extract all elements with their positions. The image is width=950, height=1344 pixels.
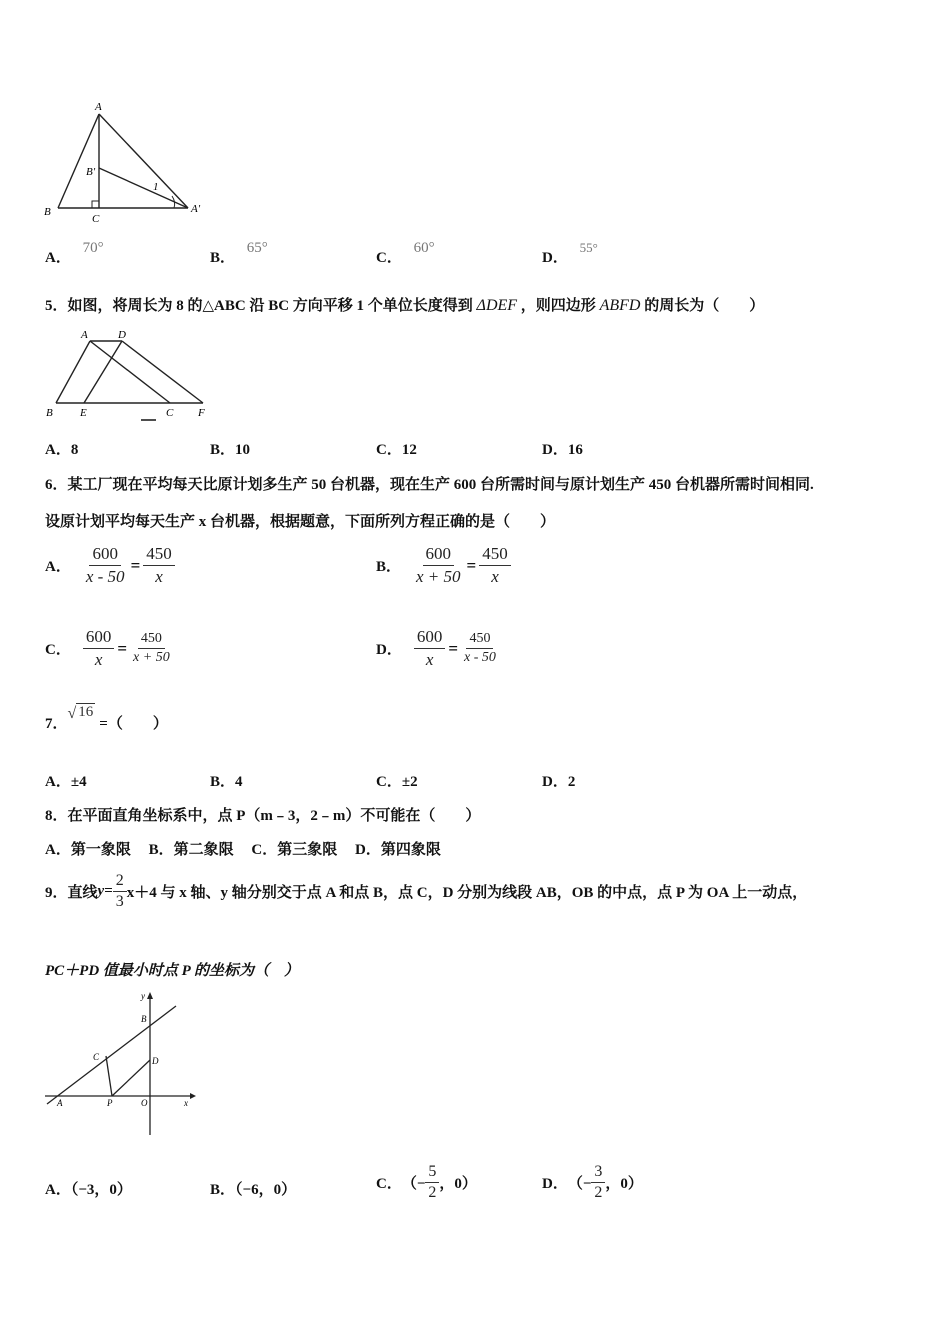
option-letter: A． xyxy=(45,1182,71,1198)
label-F: F xyxy=(198,407,205,419)
left-fraction xyxy=(414,627,446,670)
equals-sign: = xyxy=(448,638,459,658)
denominator: 2 xyxy=(594,1183,603,1201)
label-B: B xyxy=(44,206,51,218)
label-O: O xyxy=(141,1098,148,1108)
option-letter: B． xyxy=(376,559,402,575)
denominator: x + 50 xyxy=(133,650,170,665)
numerator: 600 xyxy=(89,544,121,566)
option-letter: D． xyxy=(542,1175,568,1192)
q9-option-a[interactable] xyxy=(45,1178,132,1199)
q5-translation-figure xyxy=(40,326,220,426)
numerator: 600 xyxy=(423,544,455,566)
q4-option-b[interactable] xyxy=(210,240,268,267)
option-value: 第三象限 xyxy=(277,842,338,858)
denominator: 2 xyxy=(428,1183,437,1201)
option-letter: B． xyxy=(210,250,236,266)
option-letter: D． xyxy=(542,442,568,458)
q6-option-a[interactable] xyxy=(45,544,175,587)
axis-label-y: y xyxy=(141,991,145,1001)
label-B-prime: B′ xyxy=(86,166,96,178)
q4-triangle-figure xyxy=(40,98,215,228)
label-E: E xyxy=(80,407,87,419)
q7-number: 7． xyxy=(45,716,68,732)
option-letter: B． xyxy=(148,842,174,858)
option-prefix: （− xyxy=(567,1175,592,1192)
option-letter: D． xyxy=(376,642,402,658)
option-value: 16 xyxy=(567,442,583,458)
q5-triangle-def: ΔDEF xyxy=(476,297,518,314)
q9-var-y: y xyxy=(97,883,105,899)
option-value: 2 xyxy=(567,774,576,790)
label-C: C xyxy=(93,1052,100,1062)
equals-sign: = xyxy=(104,883,113,899)
q5-option-d[interactable] xyxy=(542,438,583,459)
q4-option-a[interactable] xyxy=(45,240,104,267)
label-D: D xyxy=(118,329,126,341)
option-letter: A． xyxy=(45,250,71,266)
q9-option-c[interactable] xyxy=(376,1152,477,1212)
option-letter: B． xyxy=(210,442,236,458)
numerator: 450 xyxy=(143,544,175,566)
option-letter: B． xyxy=(210,1182,236,1198)
option-letter: C． xyxy=(376,250,402,266)
option-value: （−3，0） xyxy=(70,1182,132,1198)
q8-stem: 8．在平面直角坐标系中，点 P（m﹣3，2﹣m）不可能在（ ） xyxy=(45,808,481,824)
slope-fraction xyxy=(113,872,127,911)
option-value: 55° xyxy=(579,240,598,255)
right-fraction xyxy=(143,544,175,587)
q9-option-b[interactable] xyxy=(210,1178,296,1199)
q9-rest: x＋4 与 x 轴、y 轴分别交于点 A 和点 B，点 C，D 分别为线段 AB，OB 的中点，点 P 为 OA 上一动点， xyxy=(126,885,808,901)
numerator: 450 xyxy=(466,631,493,649)
label-B: B xyxy=(46,407,53,419)
option-value: 第二象限 xyxy=(173,842,234,858)
option-letter: C． xyxy=(376,1175,402,1192)
left-fraction xyxy=(83,627,115,670)
q7-option-b[interactable] xyxy=(210,770,243,791)
option-value: 65° xyxy=(246,240,268,256)
option-value: 60° xyxy=(413,240,435,256)
left-fraction xyxy=(83,544,128,587)
q8-option-b[interactable] xyxy=(149,842,234,858)
option-value: （−6，0） xyxy=(235,1182,297,1198)
option-fraction xyxy=(425,1163,439,1202)
equals-sign: = xyxy=(117,638,128,658)
numerator: 450 xyxy=(138,631,165,649)
numerator: 450 xyxy=(479,544,511,566)
q9-prefix: 9．直线 xyxy=(45,885,98,901)
q8-option-a[interactable] xyxy=(45,842,131,858)
q6-stem-line2: 设原计划平均每天生产 x 台机器，根据题意，下面所列方程正确的是（ ） xyxy=(45,514,556,530)
q6-option-b[interactable] xyxy=(376,544,511,587)
q6-option-c[interactable] xyxy=(45,627,173,670)
q9-stem-line2: PC＋PD 值最小时点 P 的坐标为（ ） xyxy=(45,963,300,979)
sqrt-icon: √ xyxy=(67,705,77,722)
option-letter: C． xyxy=(45,642,71,658)
q6-option-d[interactable] xyxy=(376,627,499,670)
option-value: 70° xyxy=(82,240,104,256)
q5-text: ，则四边形 xyxy=(520,298,596,314)
option-letter: D． xyxy=(542,250,568,266)
q9-coordinate-figure xyxy=(40,990,200,1140)
q8-option-c[interactable] xyxy=(251,842,337,858)
q9-option-d[interactable] xyxy=(542,1152,643,1212)
label-A: A xyxy=(81,329,88,341)
label-B: B xyxy=(141,1014,147,1024)
q5-text: 的周长为（ ） xyxy=(644,298,765,314)
q7-stem xyxy=(45,704,168,733)
denominator: 3 xyxy=(115,893,124,910)
label-C: C xyxy=(166,407,174,419)
option-letter: B． xyxy=(210,774,236,790)
q7-option-c[interactable] xyxy=(376,770,418,791)
denominator: x xyxy=(155,567,163,586)
q8-options-row xyxy=(45,838,441,859)
axis-label-x: x xyxy=(184,1098,188,1108)
q7-tail: =（ ） xyxy=(99,716,168,732)
right-fraction xyxy=(461,631,499,666)
numerator: 600 xyxy=(83,627,115,649)
right-fraction xyxy=(479,544,511,587)
option-suffix: ，0） xyxy=(439,1175,477,1192)
q5-option-c[interactable] xyxy=(376,438,417,459)
q5-quad-abfd: ABFD xyxy=(599,297,641,314)
denominator: x xyxy=(491,567,499,586)
option-letter: C． xyxy=(376,442,402,458)
q5-option-b[interactable] xyxy=(210,438,250,459)
option-suffix: ，0） xyxy=(605,1175,643,1192)
numerator: 600 xyxy=(414,627,446,649)
q4-option-c[interactable] xyxy=(376,240,435,267)
option-fraction xyxy=(591,1163,605,1202)
label-P: P xyxy=(107,1098,113,1108)
q7-option-d[interactable] xyxy=(542,770,575,791)
option-value: ±4 xyxy=(70,774,87,790)
option-letter: A． xyxy=(45,774,71,790)
option-letter: A． xyxy=(45,842,71,858)
option-value: 8 xyxy=(70,442,79,458)
q8-option-d[interactable] xyxy=(355,842,441,858)
option-value: ±2 xyxy=(401,774,418,790)
label-A: A xyxy=(57,1098,63,1108)
numerator: 2 xyxy=(113,872,127,892)
equals-sign: = xyxy=(466,555,477,575)
label-A-prime: A′ xyxy=(191,203,201,215)
denominator: x xyxy=(94,650,103,669)
option-letter: A． xyxy=(45,442,71,458)
label-C: C xyxy=(92,213,100,225)
label-angle-1: 1 xyxy=(153,181,159,193)
q4-option-d[interactable] xyxy=(542,240,598,267)
option-value: 12 xyxy=(401,442,417,458)
option-value: 4 xyxy=(235,774,243,790)
left-fraction xyxy=(413,544,464,587)
denominator: x + 50 xyxy=(416,567,461,586)
radicand: 16 xyxy=(78,704,94,720)
option-value: 10 xyxy=(235,442,251,458)
denominator: x - 50 xyxy=(464,650,496,665)
option-letter: C． xyxy=(251,842,278,858)
label-D: D xyxy=(152,1056,159,1066)
q5-text: 5．如图，将周长为 8 的△ABC 沿 BC 方向平移 1 个单位长度得到 xyxy=(45,298,473,314)
option-value: 第四象限 xyxy=(380,842,441,858)
equals-sign: = xyxy=(130,555,141,575)
q6-stem-line1: 6．某工厂现在平均每天比原计划多生产 50 台机器，现在生产 600 台所需时间与原计划生产 450 台机器所需时间相同. xyxy=(45,477,814,493)
q5-stem xyxy=(45,294,764,315)
right-fraction xyxy=(130,631,173,666)
option-letter: D． xyxy=(355,842,381,858)
numerator: 3 xyxy=(591,1163,605,1183)
denominator: x - 50 xyxy=(85,567,125,586)
option-letter: D． xyxy=(542,774,568,790)
q5-option-a[interactable] xyxy=(45,438,78,459)
option-value: 第一象限 xyxy=(70,842,131,858)
q9-stem-line1 xyxy=(45,872,807,911)
option-letter: A． xyxy=(45,559,71,575)
numerator: 5 xyxy=(425,1163,439,1183)
option-letter: C． xyxy=(376,774,402,790)
option-prefix: （− xyxy=(401,1175,426,1192)
denominator: x xyxy=(425,650,434,669)
q7-option-a[interactable] xyxy=(45,770,87,791)
label-A: A xyxy=(95,101,102,113)
